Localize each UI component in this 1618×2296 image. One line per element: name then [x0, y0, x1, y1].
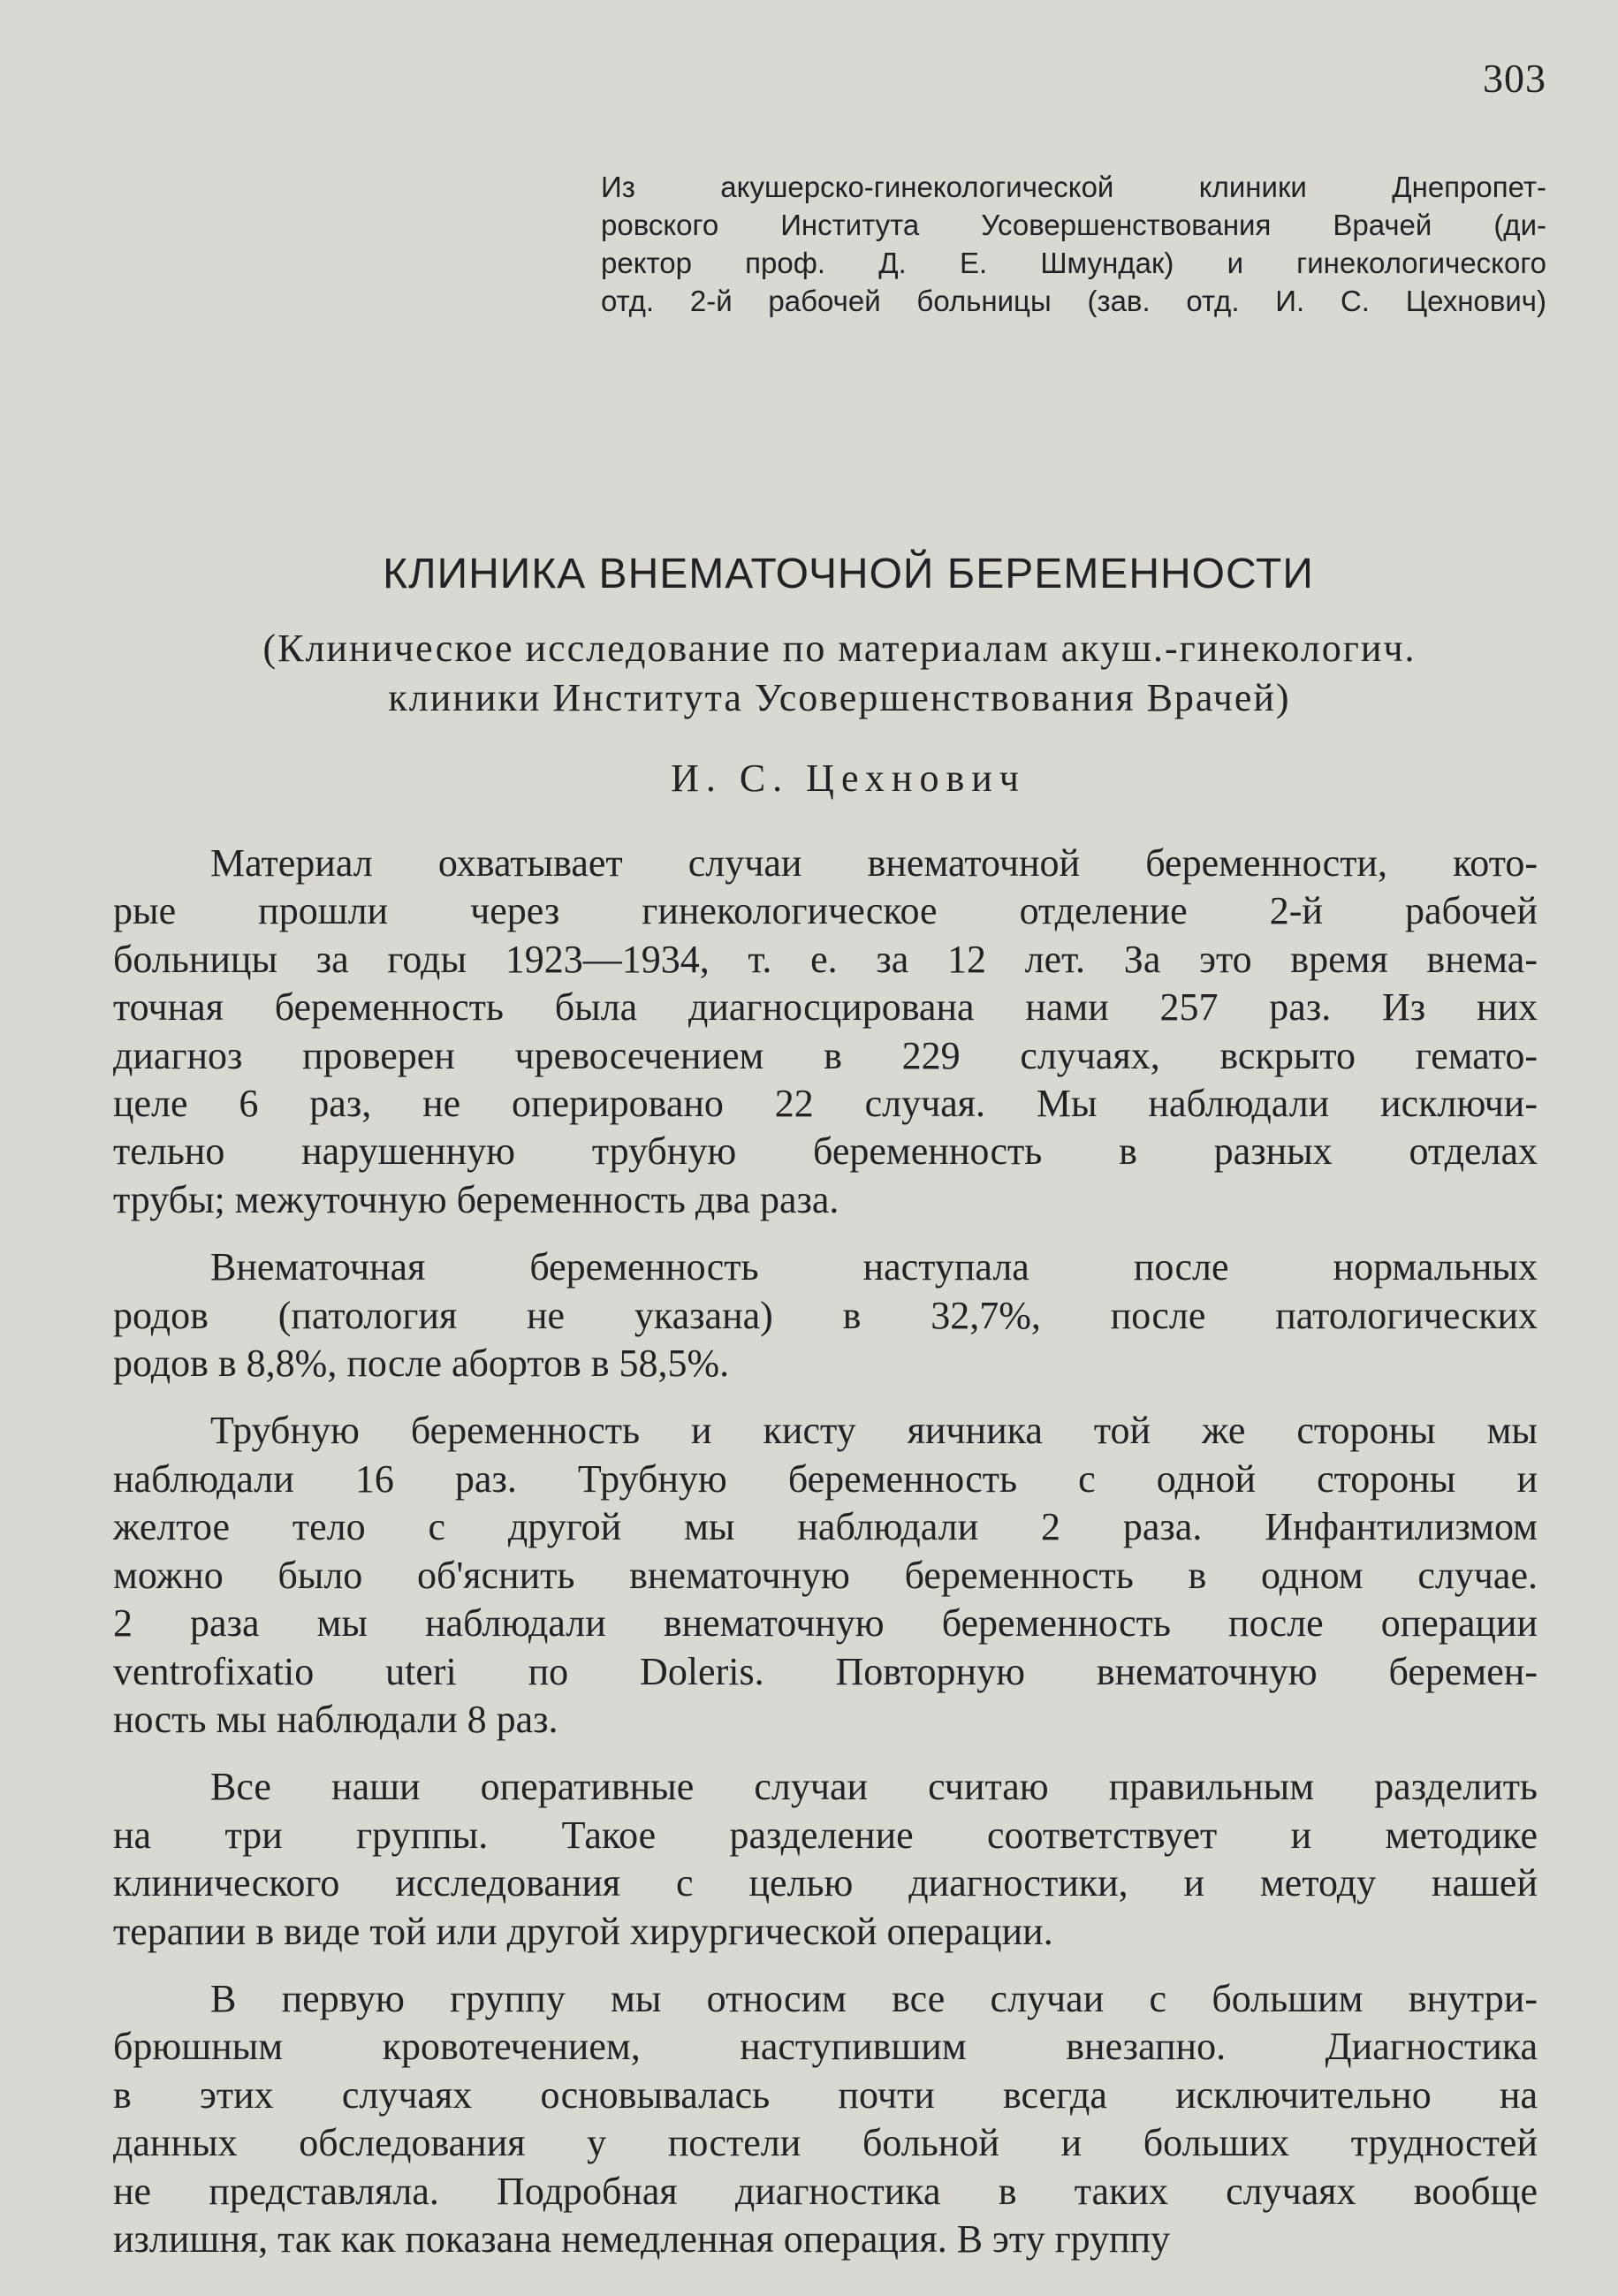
article-title: КЛИНИКА ВНЕМАТОЧНОЙ БЕРЕМЕННОСТИ	[383, 551, 1314, 597]
body-paragraph	[113, 1407, 1538, 1744]
body-paragraph	[113, 840, 1538, 1224]
paragraph-line: Материал охватывает случаи внематочной беременности, кото-	[210, 841, 1538, 885]
affiliation-line: Из акушерско-гинекологической клиники Днепропет-	[601, 171, 1546, 203]
body-paragraph	[113, 1763, 1538, 1956]
paragraph-line: в этих случаях основывалась почти всегда исключительно на	[113, 2072, 1538, 2117]
paragraph-line: ventrofixatio uteri по Doleris. Повторную внематочную беремен-	[113, 1649, 1538, 1693]
article-body	[113, 840, 1538, 2283]
paragraph-line: родов в 8,8%, после абортов в 58,5%.	[113, 1342, 730, 1386]
article-author: И. С. Цехнович	[671, 756, 1026, 800]
paragraph-line: брюшным кровотечением, наступившим внезапно. Диагностика	[113, 2025, 1538, 2069]
paragraph-line: терапии в виде той или другой хирургической операции.	[113, 1909, 1053, 1953]
paragraph-line: родов (патология не указана) в 32,7%, после патологических	[113, 1293, 1538, 1337]
affiliation-line: ровского Института Усовершенствования Врачей (ди-	[601, 209, 1546, 241]
paragraph-line: Внематочная беременность наступала после нормальных	[210, 1245, 1538, 1289]
page-number: 303	[1483, 56, 1546, 101]
paragraph-line: на три группы. Такое разделение соответствует и методике	[113, 1813, 1538, 1857]
paragraph-line: не представляла. Подробная диагностика в таких случаях вообще	[113, 2169, 1538, 2213]
paragraph-line: трубы; межуточную беременность два раза.	[113, 1177, 839, 1221]
affiliation-line: отд. 2-й рабочей больницы (зав. отд. И. С. Цехнович)	[601, 285, 1546, 317]
paragraph-line: тельно нарушенную трубную беременность в разных отделах	[113, 1129, 1538, 1174]
affiliation-note	[601, 168, 1546, 320]
paragraph-line: больницы за годы 1923—1934, т. е. за 12 лет. За это время внема-	[113, 937, 1538, 981]
paragraph-line: 2 раза мы наблюдали внематочную беременность после операции	[113, 1601, 1538, 1646]
paragraph-line: В первую группу мы относим все случаи с большим внутри-	[210, 1976, 1538, 2020]
article-subtitle	[115, 624, 1564, 723]
body-paragraph	[113, 1975, 1538, 2263]
paragraph-line: наблюдали 16 раз. Трубную беременность с одной стороны и	[113, 1456, 1538, 1501]
paragraph-line: Все наши оперативные случаи считаю правильным разделить	[210, 1765, 1538, 1809]
subtitle-line: (Клиническое исследование по материалам акуш.-гинекологич.	[262, 627, 1417, 670]
paragraph-line: целе 6 раз, не оперировано 22 случая. Мы наблюдали исключи-	[113, 1082, 1538, 1126]
paragraph-line: можно было об'яснить внематочную беременность в одном случае.	[113, 1553, 1538, 1597]
paragraph-line: точная беременность была диагносцирована нами 257 раз. Из них	[113, 985, 1538, 1030]
paragraph-line: рые прошли через гинекологическое отделение 2-й рабочей	[113, 889, 1538, 933]
paragraph-line: данных обследования у постели больной и больших трудностей	[113, 2121, 1538, 2165]
paragraph-line: Трубную беременность и кисту яичника той же стороны мы	[210, 1409, 1538, 1453]
body-paragraph	[113, 1243, 1538, 1387]
paragraph-line: клинического исследования с целью диагностики, и методу нашей	[113, 1861, 1538, 1905]
subtitle-line: клиники Института Усовершенствования Врачей)	[388, 676, 1291, 719]
paragraph-line: ность мы наблюдали 8 раз.	[113, 1697, 558, 1741]
paragraph-line: диагноз проверен чревосечением в 229 случаях, вскрыто гемато-	[113, 1033, 1538, 1077]
paragraph-line: желтое тело с другой мы наблюдали 2 раза. Инфантилизмом	[113, 1505, 1538, 1549]
affiliation-line: ректор проф. Д. Е. Шмундак) и гинекологического	[601, 247, 1546, 279]
paragraph-line: излишня, так как показана немедленная операция. В эту группу	[113, 2216, 1171, 2261]
